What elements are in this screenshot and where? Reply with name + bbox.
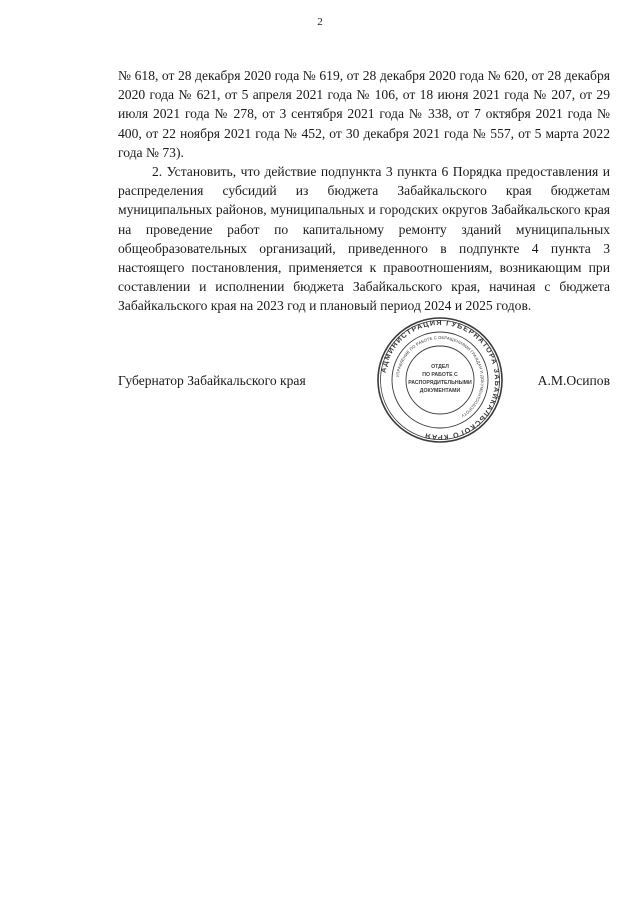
paragraph-continuation: № 618, от 28 декабря 2020 года № 619, от 28 декабря 2020 года № 620, от 28 декабря 2020 года № 621, от 5 апреля 2021 года № 106, от 18 июня 2021 года № 207, от 29 июля 2021 года № 278, от 3 сентября 2021 года № 338, от 7 октября 2021 года № 400, от 22 ноября 2021 года № 452, от 30 декабря 2021 года № 557, от 5 марта 2022 года № 73).	[118, 68, 610, 160]
stamp-center-line-4: ДОКУМЕНТАМИ	[419, 388, 461, 394]
signatory-name: А.М.Осипов	[537, 373, 610, 388]
signatory-title: Губернатор Забайкальского края	[118, 373, 306, 388]
paragraph-item-2: 2. Установить, что действие подпункта 3 пункта 6 Порядка предоставления и распределения субсидий из бюджета Забайкальского края бюджетам муниципальных районов, муниципальных и городских округов Забайкальского края на проведение работ по капитальному ремонту зданий муниципальных общеобразовательных организаций, приведенного в подпункте 4 пункта 3 настоящего постановления, применяется к правоотношениям, возникающим при составлении и исполнении бюджета Забайкальского края, начиная с бюджета Забайкальского края на 2023 год и плановый период 2024 и 2025 годов.	[118, 164, 610, 314]
stamp-outer-text: АДМИНИСТРАЦИЯ ГУБЕРНАТОРА ЗАБАЙКАЛЬСКОГО КРАЯ	[378, 317, 503, 443]
signature-block	[118, 373, 610, 393]
stamp-seal-graphic	[376, 316, 504, 444]
stamp-center-line-2: ПО РАБОТЕ С	[422, 372, 458, 378]
page-number: 2	[317, 16, 323, 28]
stamp-inner-text: УПРАВЛЕНИЕ ПО РАБОТЕ С ОБРАЩЕНИЯМИ ГРАЖДАН И ДОКУМЕНТООБОРОТУ	[395, 334, 486, 419]
official-stamp	[376, 316, 504, 444]
document-body	[118, 66, 610, 316]
stamp-center-line-3: РАСПОРЯДИТЕЛЬНЫМИ	[408, 380, 472, 386]
stamp-center-line-1: ОТДЕЛ	[431, 364, 449, 370]
